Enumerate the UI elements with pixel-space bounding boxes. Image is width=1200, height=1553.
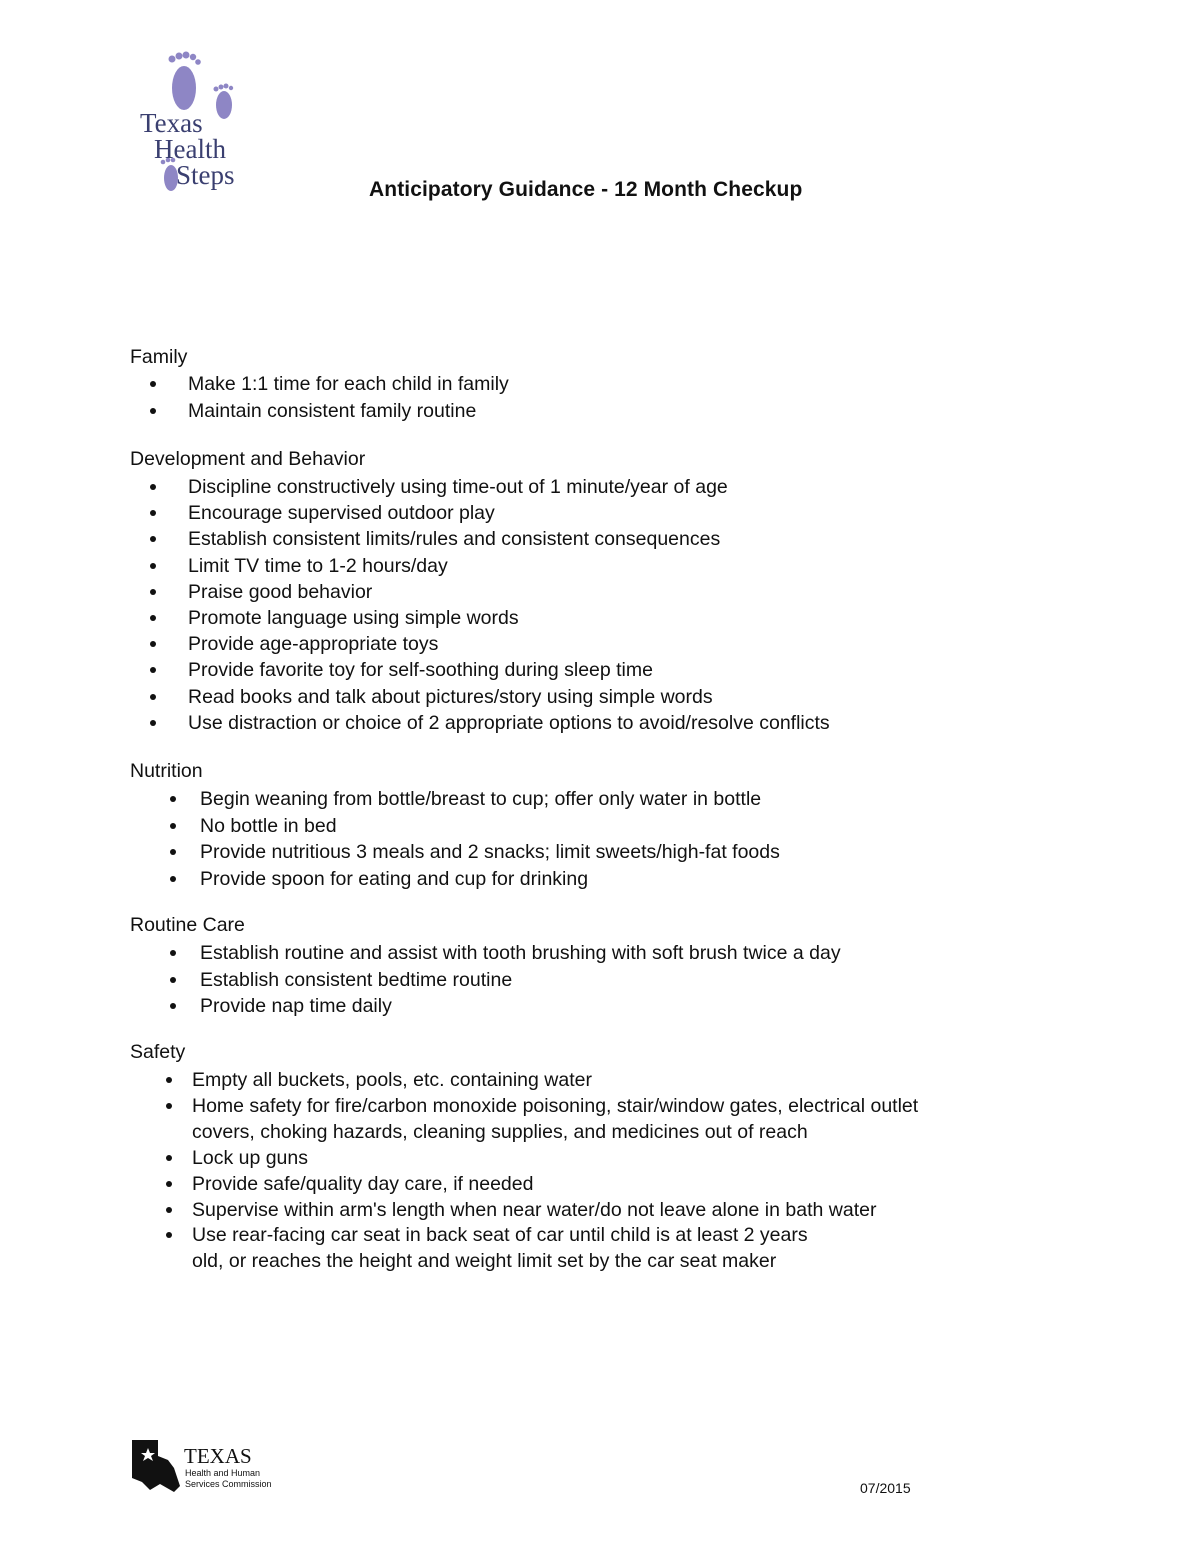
bullet-icon	[170, 977, 176, 983]
bullet-icon	[150, 510, 156, 516]
list-item-text: Read books and talk about pictures/story using simple words	[188, 685, 713, 708]
bullet-icon	[170, 876, 176, 882]
bullet-icon	[150, 563, 156, 569]
list-item-text: Praise good behavior	[188, 580, 373, 603]
list-item	[192, 1171, 533, 1197]
list-item	[200, 866, 588, 892]
list-item-text: Empty all buckets, pools, etc. containing water	[192, 1069, 592, 1091]
bullet-icon	[150, 641, 156, 647]
bullet-icon	[150, 694, 156, 700]
texas-health-steps-logo	[136, 50, 266, 202]
bullet-icon	[170, 950, 176, 956]
list-item-text: Supervise within arm's length when near water/do not leave alone in bath water	[192, 1198, 877, 1221]
list-item	[192, 1145, 308, 1171]
svg-text:Steps: Steps	[176, 160, 235, 190]
list-item	[192, 1093, 918, 1119]
list-item-text: Establish consistent bedtime routine	[200, 968, 513, 991]
bullet-icon	[150, 589, 156, 595]
bullet-icon	[150, 408, 156, 414]
list-item-text: covers, choking hazards, cleaning supplies, and medicines out of reach	[192, 1120, 808, 1143]
list-item	[188, 371, 509, 397]
list-item	[188, 684, 713, 710]
list-item	[192, 1119, 808, 1145]
bullet-icon	[170, 849, 176, 855]
list-item-text: Lock up guns	[192, 1146, 309, 1169]
texas-state-icon	[132, 1440, 180, 1492]
bullet-icon	[150, 484, 156, 490]
list-item	[192, 1067, 592, 1093]
bullet-icon	[170, 796, 176, 802]
list-item-text: Establish consistent limits/rules and consistent consequences	[188, 528, 721, 551]
list-item-text: Maintain consistent family routine	[188, 399, 477, 422]
bullet-icon	[150, 720, 156, 726]
list-item-text: Make 1:1 time for each child in family	[188, 373, 509, 395]
list-item	[192, 1197, 876, 1223]
list-item	[200, 940, 841, 966]
list-item	[188, 553, 448, 579]
list-item-text: Limit TV time to 1-2 hours/day	[188, 554, 448, 577]
section-heading: Family	[130, 346, 188, 368]
section-heading: Nutrition	[130, 760, 203, 782]
list-item-text: Establish routine and assist with tooth brushing with soft brush twice a day	[200, 942, 841, 964]
bullet-icon	[150, 381, 156, 387]
list-item	[188, 526, 720, 552]
list-item-text: Home safety for fire/carbon monoxide poisoning, stair/window gates, electrical outlet	[192, 1094, 919, 1117]
section-heading: Development and Behavior	[130, 448, 366, 470]
list-item-text: Promote language using simple words	[188, 607, 519, 629]
list-item-text: Encourage supervised outdoor play	[188, 502, 495, 525]
page-title: Anticipatory Guidance - 12 Month Checkup	[369, 178, 803, 201]
bullet-icon	[150, 615, 156, 621]
list-item-text: Provide favorite toy for self-soothing during sleep time	[188, 659, 653, 682]
bullet-icon	[150, 667, 156, 673]
svg-text:TEXAS: TEXAS	[184, 1444, 252, 1468]
list-item	[188, 631, 438, 657]
bullet-icon	[170, 823, 176, 829]
section-heading: Routine Care	[130, 914, 245, 936]
list-item	[188, 398, 476, 424]
list-item-text: Use distraction or choice of 2 appropriate options to avoid/resolve conflicts	[188, 711, 830, 734]
bullet-icon	[166, 1155, 172, 1161]
list-item	[188, 657, 653, 683]
texas-hhsc-logo	[130, 1438, 285, 1494]
list-item-text: old, or reaches the height and weight limit set by the car seat maker	[192, 1250, 777, 1273]
bullet-icon	[150, 536, 156, 542]
svg-text:Texas: Texas	[140, 108, 203, 138]
svg-text:Health: Health	[154, 134, 226, 164]
list-item-text: Begin weaning from bottle/breast to cup; offer only water in bottle	[200, 788, 762, 810]
list-item	[188, 500, 495, 526]
svg-text:Services Commission: Services Commission	[185, 1479, 272, 1489]
list-item-text: Provide safe/quality day care, if needed	[192, 1172, 534, 1195]
list-item	[200, 993, 392, 1019]
list-item	[188, 710, 830, 736]
section-heading: Safety	[130, 1041, 186, 1063]
list-item	[188, 579, 372, 605]
list-item-text: Provide nutritious 3 meals and 2 snacks; limit sweets/high-fat foods	[200, 841, 780, 863]
revision-date: 07/2015	[860, 1480, 911, 1496]
list-item-text: Provide age-appropriate toys	[188, 633, 439, 656]
list-item	[200, 813, 337, 839]
list-item-text: Use rear-facing car seat in back seat of car until child is at least 2 years	[192, 1224, 808, 1247]
list-item	[200, 839, 780, 865]
bullet-icon	[166, 1103, 172, 1109]
list-item-text: No bottle in bed	[200, 814, 337, 837]
list-item	[200, 967, 512, 993]
list-item	[188, 474, 728, 500]
list-item-text: Discipline constructively using time-out of 1 minute/year of age	[188, 476, 728, 498]
bullet-icon	[166, 1077, 172, 1083]
bullet-icon	[170, 1003, 176, 1009]
bullet-icon	[166, 1232, 172, 1238]
list-item	[192, 1248, 776, 1274]
footprint-icon	[172, 66, 196, 110]
bullet-icon	[166, 1207, 172, 1213]
list-item	[200, 786, 761, 812]
list-item-text: Provide nap time daily	[200, 995, 392, 1017]
list-item-text: Provide spoon for eating and cup for drinking	[200, 867, 589, 890]
svg-text:Health and Human: Health and Human	[185, 1468, 261, 1478]
list-item	[188, 605, 519, 631]
bullet-icon	[166, 1181, 172, 1187]
list-item	[192, 1222, 808, 1248]
